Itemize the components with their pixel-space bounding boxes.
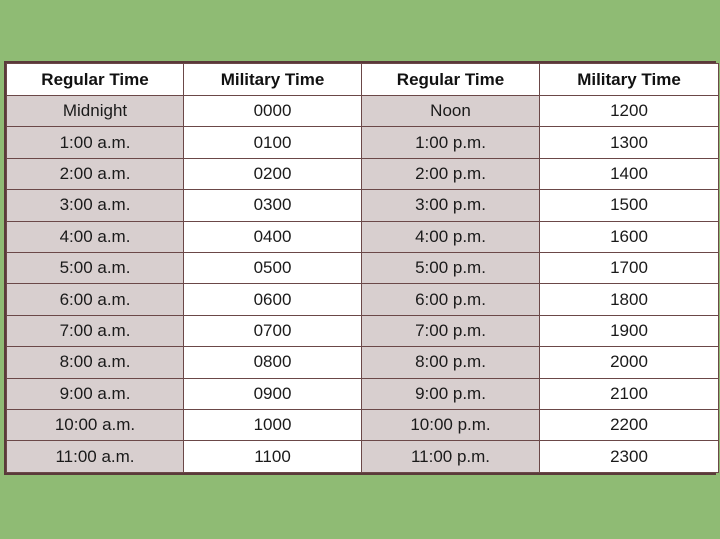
military-time-am-cell: 0200: [184, 158, 362, 189]
military-time-pm-cell: 1800: [540, 284, 719, 315]
military-time-am-cell: 0500: [184, 253, 362, 284]
military-time-am-cell: 0000: [184, 96, 362, 127]
military-time-am-cell: 0400: [184, 221, 362, 252]
military-time-pm-cell: 1700: [540, 253, 719, 284]
table-row: [7, 410, 719, 441]
regular-time-pm-cell: 1:00 p.m.: [362, 127, 540, 158]
regular-time-am-cell: 6:00 a.m.: [7, 284, 184, 315]
table-row: [7, 127, 719, 158]
header-regular-time-am: Regular Time: [7, 64, 184, 96]
regular-time-am-cell: Midnight: [7, 96, 184, 127]
table-row: [7, 441, 719, 473]
military-time-pm-cell: 1900: [540, 315, 719, 346]
regular-time-pm-cell: 5:00 p.m.: [362, 253, 540, 284]
table-row: [7, 284, 719, 315]
military-time-pm-cell: 1200: [540, 96, 719, 127]
military-time-pm-cell: 1500: [540, 190, 719, 221]
regular-time-am-cell: 11:00 a.m.: [7, 441, 184, 473]
regular-time-pm-cell: 4:00 p.m.: [362, 221, 540, 252]
military-time-pm-cell: 2100: [540, 378, 719, 409]
table-row: [7, 158, 719, 189]
table-row: [7, 315, 719, 346]
regular-time-pm-cell: 3:00 p.m.: [362, 190, 540, 221]
table-row: [7, 221, 719, 252]
military-time-am-cell: 1100: [184, 441, 362, 473]
military-time-am-cell: 0800: [184, 347, 362, 378]
table-header: [7, 64, 719, 96]
regular-time-pm-cell: 6:00 p.m.: [362, 284, 540, 315]
table-row: [7, 378, 719, 409]
military-time-pm-cell: 2000: [540, 347, 719, 378]
regular-time-am-cell: 5:00 a.m.: [7, 253, 184, 284]
regular-time-pm-cell: 11:00 p.m.: [362, 441, 540, 473]
header-regular-time-pm: Regular Time: [362, 64, 540, 96]
military-time-am-cell: 0600: [184, 284, 362, 315]
regular-time-am-cell: 3:00 a.m.: [7, 190, 184, 221]
header-military-time-pm: Military Time: [540, 64, 719, 96]
table-row: [7, 347, 719, 378]
military-time-pm-cell: 2300: [540, 441, 719, 473]
military-time-pm-cell: 1400: [540, 158, 719, 189]
table-body: [7, 96, 719, 473]
military-time-am-cell: 0300: [184, 190, 362, 221]
time-conversion-table: [4, 61, 716, 475]
regular-time-pm-cell: 2:00 p.m.: [362, 158, 540, 189]
conversion-table: [6, 63, 719, 473]
regular-time-am-cell: 10:00 a.m.: [7, 410, 184, 441]
military-time-am-cell: 0700: [184, 315, 362, 346]
table-row: [7, 96, 719, 127]
military-time-pm-cell: 1300: [540, 127, 719, 158]
regular-time-am-cell: 7:00 a.m.: [7, 315, 184, 346]
regular-time-am-cell: 4:00 a.m.: [7, 221, 184, 252]
regular-time-pm-cell: 10:00 p.m.: [362, 410, 540, 441]
table-row: [7, 190, 719, 221]
military-time-am-cell: 0900: [184, 378, 362, 409]
military-time-pm-cell: 1600: [540, 221, 719, 252]
table-row: [7, 253, 719, 284]
military-time-pm-cell: 2200: [540, 410, 719, 441]
military-time-am-cell: 0100: [184, 127, 362, 158]
header-military-time-am: Military Time: [184, 64, 362, 96]
regular-time-am-cell: 2:00 a.m.: [7, 158, 184, 189]
military-time-am-cell: 1000: [184, 410, 362, 441]
header-row: [7, 64, 719, 96]
regular-time-am-cell: 9:00 a.m.: [7, 378, 184, 409]
regular-time-pm-cell: 8:00 p.m.: [362, 347, 540, 378]
regular-time-pm-cell: 7:00 p.m.: [362, 315, 540, 346]
regular-time-am-cell: 8:00 a.m.: [7, 347, 184, 378]
regular-time-am-cell: 1:00 a.m.: [7, 127, 184, 158]
regular-time-pm-cell: Noon: [362, 96, 540, 127]
regular-time-pm-cell: 9:00 p.m.: [362, 378, 540, 409]
